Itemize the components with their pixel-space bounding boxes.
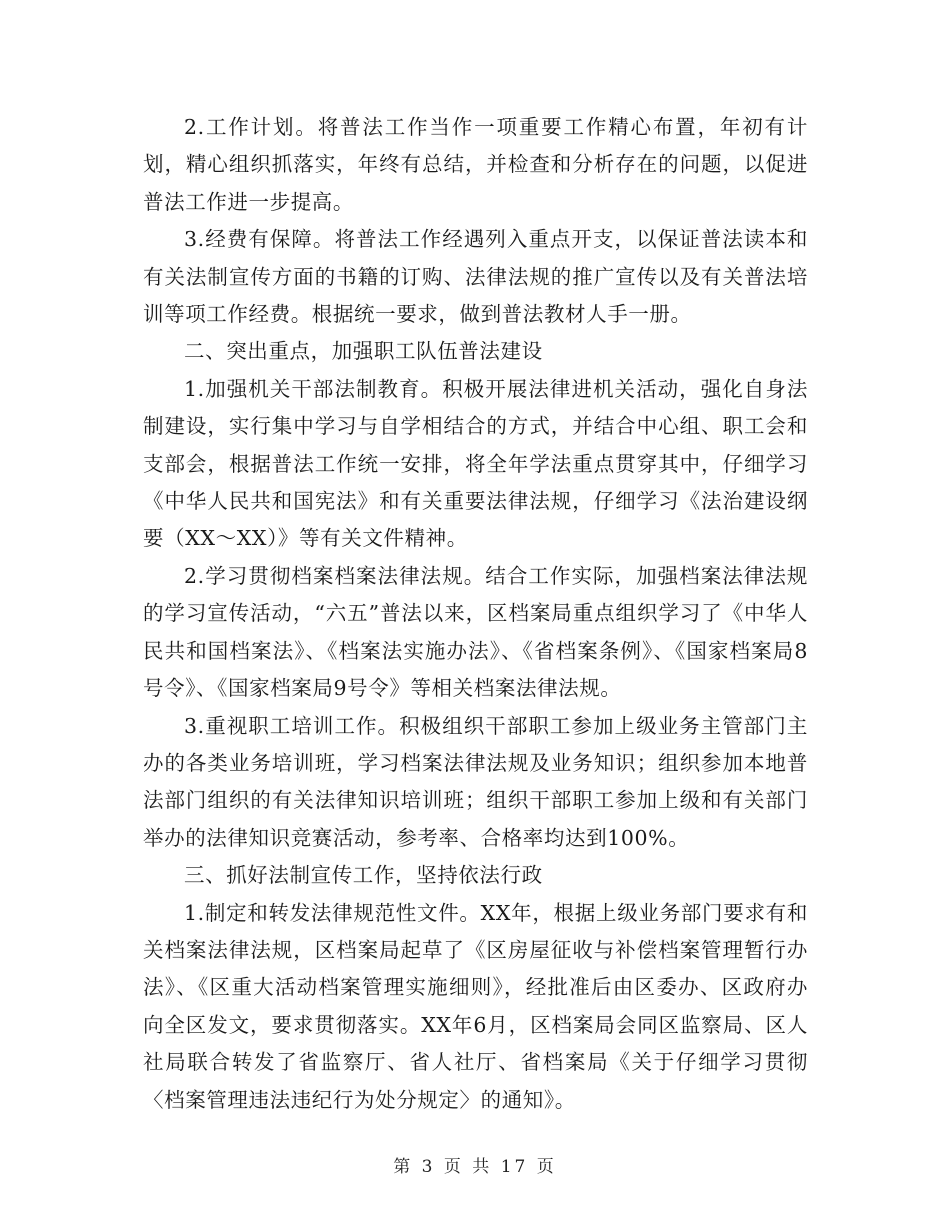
paragraph-cadre-education: 1.加强机关干部法制教育。积极开展法律进机关活动，强化自身法制建设，实行集中学习与自学相结合的方式，并结合中心组、职工会和支部会，根据普法工作统一安排，将全年学法重点贯穿其中，仔细学习《中华人民共和国宪法》和有关重要法律法规，仔细学习《法治建设纲要（XX～XX）》等有关文件精神。	[143, 376, 808, 551]
paragraph-staff-training: 3.重视职工培训工作。积极组织干部职工参加上级业务主管部门主办的各类业务培训班，学习档案法律法规及业务知识；组织参加本地普法部门组织的有关法律知识培训班；组织干部职工参加上级和有关部门举办的法律知识竞赛活动，参考率、合格率均达到100%。	[143, 713, 808, 850]
paragraph-funding: 3.经费有保障。将普法工作经遇列入重点开支，以保证普法读本和有关法制宣传方面的书籍的订购、法律法规的推广宣传以及有关普法培训等项工作经费。根据统一要求，做到普法教材人手一册。	[143, 227, 808, 327]
page-number-footer: 第 3 页 共 17 页	[393, 1157, 557, 1177]
paragraph-archive-law-study: 2.学习贯彻档案档案法律法规。结合工作实际，加强档案法律法规的学习宣传活动，“六五”普法以来，区档案局重点组织学习了《中华人民共和国档案法》、《档案法实施办法》、《省档案条例》、《国家档案局8号令》、《国家档案局9号令》等相关档案法律法规。	[143, 563, 808, 701]
section-heading-2: 二、突出重点，加强职工队伍普法建设	[184, 339, 543, 364]
paragraph-normative-documents: 1.制定和转发法律规范性文件。XX年，根据上级业务部门要求有和关档案法律法规，区档案局起草了《区房屋征收与补偿档案管理暂行办法》、《区重大活动档案管理实施细则》，经批准后由区委办、区政府办向全区发文，要求贯彻落实。XX年6月，区档案局会同区监察局、区人社局联合转发了省监察厅、省人社厅、省档案局《关于仔细学习贯彻〈档案管理违法违纪行为处分规定〉的通知》。	[143, 900, 808, 1112]
paragraph-work-plan: 2.工作计划。将普法工作当作一项重要工作精心布置，年初有计划，精心组织抓落实，年终有总结，并检查和分析存在的问题，以促进普法工作进一步提高。	[143, 115, 808, 214]
section-heading-3: 三、抓好法制宣传工作，坚持依法行政	[184, 863, 543, 888]
document-body	[143, 109, 808, 1119]
